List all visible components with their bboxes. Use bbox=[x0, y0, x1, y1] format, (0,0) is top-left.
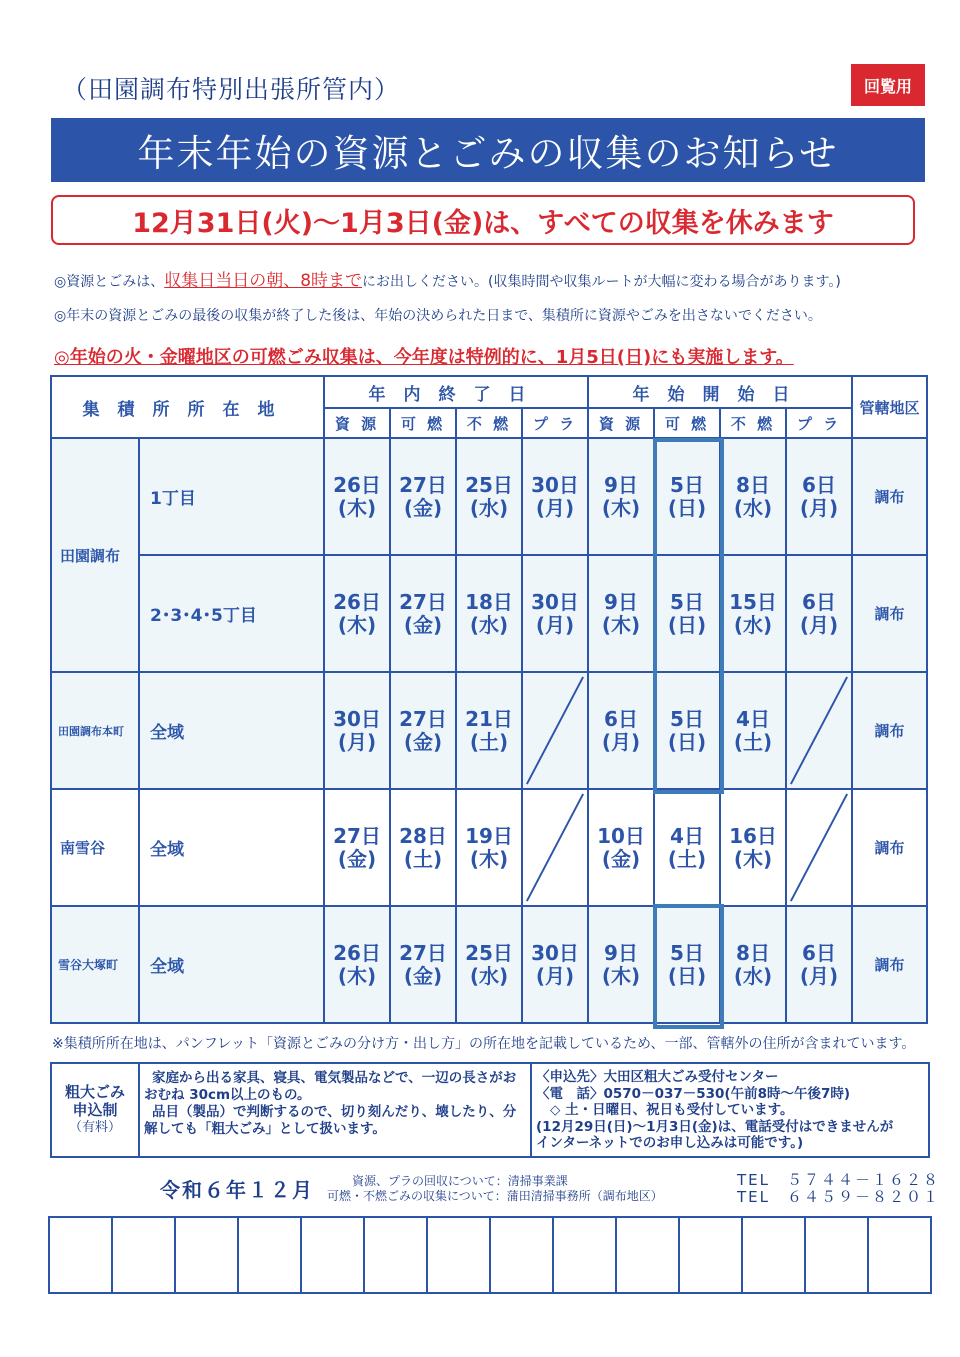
date-cell: 16日 (木) bbox=[720, 789, 786, 906]
type-header: 不 燃 bbox=[456, 408, 522, 438]
type-header: 資 源 bbox=[324, 408, 390, 438]
no-collection-cell bbox=[786, 672, 852, 789]
type-header: プ ラ bbox=[786, 408, 852, 438]
bulky-waste-box bbox=[50, 1062, 930, 1158]
schedule-table bbox=[50, 375, 928, 1024]
table-row bbox=[51, 906, 927, 1023]
stamp-cell[interactable] bbox=[302, 1218, 365, 1292]
type-header: プ ラ bbox=[522, 408, 588, 438]
date-cell: 28日 (土) bbox=[390, 789, 456, 906]
new-year-header: 年始開始日 bbox=[588, 376, 852, 408]
date-cell: 18日 (水) bbox=[456, 555, 522, 672]
note1-highlight: 収集日当日の朝、8時まで bbox=[164, 271, 363, 291]
bulky-title-line: 粗大ごみ bbox=[64, 1083, 125, 1101]
stamp-cell[interactable] bbox=[554, 1218, 617, 1292]
circulation-stamp-grid bbox=[48, 1216, 932, 1294]
table-row bbox=[51, 789, 927, 906]
no-collection-cell bbox=[522, 672, 588, 789]
date-cell: 5日 (日) bbox=[654, 906, 720, 1023]
special-day-highlight bbox=[653, 904, 724, 1029]
district-header: 管轄地区 bbox=[852, 376, 927, 438]
date-cell: 6日 (月) bbox=[588, 672, 654, 789]
circulation-badge: 回覧用 bbox=[851, 64, 925, 106]
sub-area: 全域 bbox=[139, 906, 324, 1023]
contact-line: 〈申込先〉大田区粗大ごみ受付センター bbox=[536, 1069, 779, 1085]
page-title: 年末年始の資源とごみの収集のお知らせ bbox=[51, 118, 925, 182]
date-cell: 25日 (水) bbox=[456, 906, 522, 1023]
date-cell: 27日 (金) bbox=[390, 438, 456, 555]
stamp-cell[interactable] bbox=[176, 1218, 239, 1292]
stamp-cell[interactable] bbox=[113, 1218, 176, 1292]
date-cell: 27日 (金) bbox=[324, 789, 390, 906]
type-header: 資 源 bbox=[588, 408, 654, 438]
date-cell: 21日 (土) bbox=[456, 672, 522, 789]
stamp-cell[interactable] bbox=[617, 1218, 680, 1292]
issue-date: 令和６年１２月 bbox=[160, 1178, 314, 1202]
contact-garbage: 可燃・不燃ごみの収集について：蒲田清掃事務所（調布地区） bbox=[327, 1189, 663, 1203]
date-cell: 4日 (土) bbox=[654, 789, 720, 906]
sub-area: 1丁目 bbox=[139, 438, 324, 555]
date-cell: 30日 (月) bbox=[522, 555, 588, 672]
stamp-cell[interactable] bbox=[428, 1218, 491, 1292]
contact-line: インターネットでのお申し込みは可能です。) bbox=[536, 1135, 804, 1151]
date-cell: 30日 (月) bbox=[522, 906, 588, 1023]
sub-area: 2･3･4･5丁目 bbox=[139, 555, 324, 672]
sub-area: 全域 bbox=[139, 672, 324, 789]
contact-recycling: 資源、プラの回収について：清掃事業課 bbox=[352, 1174, 568, 1188]
area-name: 田園調布本町 bbox=[51, 672, 139, 789]
stamp-cell[interactable] bbox=[239, 1218, 302, 1292]
date-cell: 26日 (木) bbox=[324, 906, 390, 1023]
area-name: 南雪谷 bbox=[51, 789, 139, 906]
date-cell: 15日 (水) bbox=[720, 555, 786, 672]
date-cell: 27日 (金) bbox=[390, 672, 456, 789]
type-header: 不 燃 bbox=[720, 408, 786, 438]
district-cell: 調布 bbox=[852, 789, 927, 906]
date-cell: 6日 (月) bbox=[786, 906, 852, 1023]
location-header: 集積所所在地 bbox=[51, 376, 324, 438]
date-cell: 5日 (日) bbox=[654, 672, 720, 789]
contact-line: (12月29日(日)～1月3日(金)は、電話受付はできませんが bbox=[536, 1118, 894, 1135]
bulky-waste-contact bbox=[532, 1064, 928, 1156]
date-cell: 8日 (水) bbox=[720, 438, 786, 555]
note-special-collection: ◎年始の火・金曜地区の可燃ごみ収集は、今年度は特例的に、1月5日(日)にも実施します。 bbox=[54, 347, 794, 368]
footnote: ※集積所所在地は、パンフレット「資源とごみの分け方・出し方」の所在地を記載しているため、一部、管轄外の住所が含まれています。 bbox=[52, 1036, 916, 1052]
district-cell: 調布 bbox=[852, 906, 927, 1023]
district-cell: 調布 bbox=[852, 672, 927, 789]
year-end-header: 年内終了日 bbox=[324, 376, 588, 408]
date-cell: 26日 (木) bbox=[324, 438, 390, 555]
bulky-waste-title bbox=[52, 1064, 140, 1156]
stamp-cell[interactable] bbox=[869, 1218, 930, 1292]
date-cell: 6日 (月) bbox=[786, 438, 852, 555]
table-row bbox=[51, 555, 927, 672]
bulky-desc-line: 品目（製品）で判断するので、切り刻んだり、壊したり、分解しても「粗大ごみ」として扱います。 bbox=[144, 1104, 517, 1137]
district-cell: 調布 bbox=[852, 438, 927, 555]
no-collection-cell bbox=[786, 789, 852, 906]
bulky-waste-description bbox=[140, 1064, 532, 1156]
date-cell: 5日 (日) bbox=[654, 555, 720, 672]
contact-line: 〈電 話〉0570－037－530(午前8時～午後7時) bbox=[536, 1085, 851, 1102]
tel-recycling: TEL ５７４４－１６２８ bbox=[737, 1171, 940, 1189]
date-cell: 5日 (日) bbox=[654, 438, 720, 555]
stamp-cell[interactable] bbox=[491, 1218, 554, 1292]
date-cell: 30日 (月) bbox=[324, 672, 390, 789]
date-cell: 19日 (木) bbox=[456, 789, 522, 906]
date-cell: 26日 (木) bbox=[324, 555, 390, 672]
holiday-notice: 12月31日(火)～1月3日(金)は、すべての収集を休みます bbox=[51, 195, 915, 245]
date-cell: 10日 (金) bbox=[588, 789, 654, 906]
special-day-highlight bbox=[653, 438, 724, 794]
type-header: 可 燃 bbox=[390, 408, 456, 438]
stamp-cell[interactable] bbox=[50, 1218, 113, 1292]
table-row bbox=[51, 672, 927, 789]
date-cell: 25日 (水) bbox=[456, 438, 522, 555]
date-cell: 8日 (水) bbox=[720, 906, 786, 1023]
type-header: 可 燃 bbox=[654, 408, 720, 438]
table-row bbox=[51, 438, 927, 555]
stamp-cell[interactable] bbox=[806, 1218, 869, 1292]
contact-line: ◇ 土・日曜日、祝日も受付しています。 bbox=[550, 1102, 794, 1118]
date-cell: 9日 (木) bbox=[588, 438, 654, 555]
area-name: 田園調布 bbox=[51, 438, 139, 672]
date-cell: 9日 (木) bbox=[588, 906, 654, 1023]
bulky-title-line: （有料） bbox=[68, 1120, 121, 1135]
date-cell: 27日 (金) bbox=[390, 906, 456, 1023]
note1-suffix: にお出しください。(収集時間や収集ルートが大幅に変わる場合があります。) bbox=[362, 274, 841, 290]
bulky-desc-line: 家庭から出る家具、寝具、電気製品などで、一辺の長さがおおむね 30cm以上のもの。 bbox=[144, 1070, 517, 1103]
bulky-title-line: 申込制 bbox=[72, 1101, 118, 1119]
date-cell: 30日 (月) bbox=[522, 438, 588, 555]
date-cell: 6日 (月) bbox=[786, 555, 852, 672]
note-collection-time bbox=[54, 266, 841, 291]
stamp-cell[interactable] bbox=[680, 1218, 743, 1292]
date-cell: 4日 (土) bbox=[720, 672, 786, 789]
district-cell: 調布 bbox=[852, 555, 927, 672]
area-label: （田園調布特別出張所管内） bbox=[62, 75, 401, 104]
stamp-cell[interactable] bbox=[365, 1218, 428, 1292]
note1-prefix: ◎資源とごみは、 bbox=[54, 274, 165, 290]
area-name: 雪谷大塚町 bbox=[51, 906, 139, 1023]
date-cell: 9日 (木) bbox=[588, 555, 654, 672]
note-no-dumping: ◎年末の資源とごみの最後の収集が終了した後は、年始の決められた日まで、集積所に資源やごみを出さないでください。 bbox=[54, 308, 822, 324]
sub-area: 全域 bbox=[139, 789, 324, 906]
date-cell: 27日 (金) bbox=[390, 555, 456, 672]
tel-garbage: TEL ６４５９－８２０１ bbox=[737, 1188, 940, 1206]
stamp-cell[interactable] bbox=[743, 1218, 806, 1292]
no-collection-cell bbox=[522, 789, 588, 906]
